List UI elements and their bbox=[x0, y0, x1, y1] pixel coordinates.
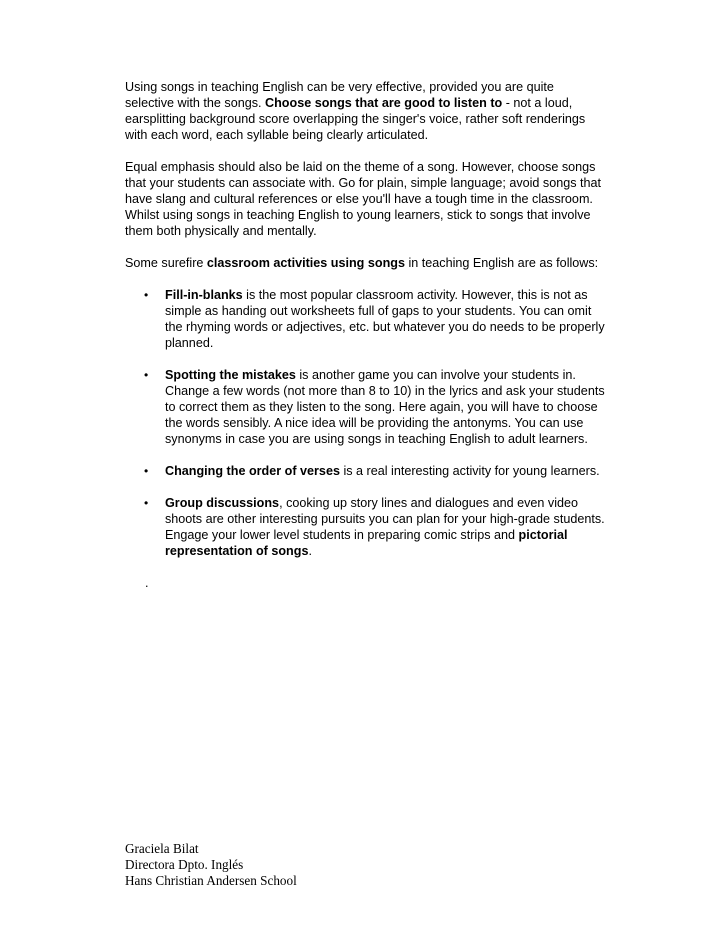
list-item bbox=[125, 367, 605, 447]
paragraph-theme: Equal emphasis should also be laid on the theme of a song. However, choose songs that your students can associate with. Go for plain, simple language; avoid songs that have slang and cultural references or else you'll have a tough time in the classroom. Whilst using songs in teaching English to young learners, stick to songs that involve them both physically and mentally. bbox=[125, 160, 602, 238]
text-run: is a real interesting activity for young learners. bbox=[339, 464, 600, 478]
list-item bbox=[125, 495, 605, 559]
list-item bbox=[125, 463, 605, 479]
bold-phrase: classroom activities using songs bbox=[206, 256, 405, 270]
text-run: is another game you can involve your students in. Change a few words (not more than 8 to 10) in the lyrics and ask your students to correct them as they listen to the song. Here again, you will have to choose the words sensibly. A nice idea will be providing the antonyms. You can use synonyms in case you are using songs in teaching English to adult learners. bbox=[165, 368, 605, 446]
signature-block bbox=[125, 841, 297, 889]
bullet-icon: • bbox=[144, 464, 149, 478]
text-run: . bbox=[308, 544, 312, 558]
bold-phrase: Choose songs that are good to listen to bbox=[265, 96, 503, 110]
paragraph-intro bbox=[125, 79, 605, 143]
text-run: Using songs in teaching English can be very effective, provided you are quite selective with the songs. bbox=[125, 80, 554, 110]
author-name: Graciela Bilat bbox=[125, 841, 199, 856]
document-body bbox=[125, 79, 605, 591]
text-run: Some surefire bbox=[125, 256, 207, 270]
bold-phrase: Spotting the mistakes bbox=[165, 368, 296, 382]
author-role: Directora Dpto. Inglés bbox=[125, 857, 244, 872]
text-run: is the most popular classroom activity. However, this is not as simple as handing out worksheets full of gaps to your students. You can omit the rhyming words or adjectives, etc. but whatever you do needs to be properly planned. bbox=[165, 288, 605, 350]
trailing-period: . bbox=[145, 576, 149, 590]
bullet-icon: • bbox=[144, 288, 149, 302]
text-run: in teaching English are as follows: bbox=[404, 256, 599, 270]
bold-phrase: Fill-in-blanks bbox=[165, 288, 243, 302]
bullet-icon: • bbox=[144, 496, 149, 510]
text-run: - not a loud, earsplitting background score overlapping the singer's voice, rather soft renderings with each word, each syllable being clearly articulated. bbox=[125, 96, 586, 142]
text-run: , cooking up story lines and dialogues and even video shoots are other interesting pursuits you can plan for your high-grade students. Engage your lower level students in preparing comic strips and bbox=[165, 496, 605, 542]
bullet-icon: • bbox=[144, 368, 149, 382]
paragraph-activities-intro bbox=[125, 255, 605, 271]
list-item bbox=[125, 287, 605, 351]
activities-list bbox=[125, 287, 605, 559]
bold-phrase: Group discussions bbox=[165, 496, 280, 510]
bold-phrase: Changing the order of verses bbox=[165, 464, 340, 478]
school-name: Hans Christian Andersen School bbox=[125, 873, 297, 888]
bold-phrase: pictorial representation of songs bbox=[165, 528, 568, 558]
